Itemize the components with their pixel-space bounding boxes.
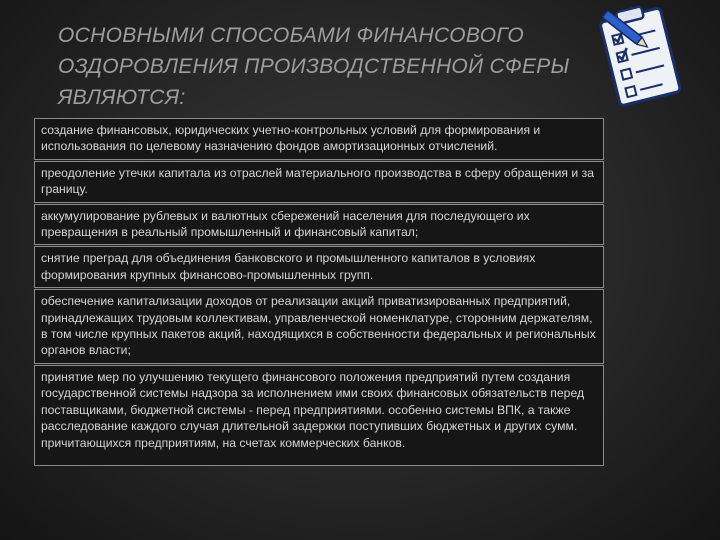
list-item: принятие мер по улучшению текущего финансового положения предприятий путем создания государственной системы надзора за исполнением ими своих финансовых обязательств перед поставщиками, бюджетной системы - перед предприятиями. особенно системы ВПК, а также расследование каждого случая длительной задержки поступивших бюджетных и других сумм. причитающихся предприятиям, на счетах коммерческих банков. [34,365,604,466]
list-item: аккумулирование рублевых и валютных сбережений населения для последующего их превращения в реальный промышленный и финансовый капитал; [34,204,604,246]
methods-list [34,118,604,467]
list-item: снятие преград для объединения банковского и промышленного капиталов в условиях формирования крупных финансово-промышленных групп. [34,246,604,288]
list-item: преодоление утечки капитала из отраслей материального производства в сферу обращения и за границу. [34,161,604,203]
list-item: обеспечение капитализации доходов от реализации акций приватизированных предприятий, принадлежащих трудовым коллективам, управленческой номенклатуре, сторонним держателям, в том числе крупных пакетов акций, находящихся в собственности федеральных и региональных органов власти; [34,289,604,364]
title-line-1: ОСНОВНЫМИ СПОСОБАМИ ФИНАНСОВОГО [58,24,524,47]
clipboard-checklist-icon [590,0,690,112]
title-line-3: ЯВЛЯЮТСЯ: [58,86,186,109]
title-line-2: ОЗДОРОВЛЕНИЯ ПРОИЗВОДСТВЕННОЙ СФЕРЫ [58,55,570,78]
list-item: создание финансовых, юридических учетно-контрольных условий для формирования и использования по целевому назначению фондов амортизационных отчислений. [34,118,604,160]
